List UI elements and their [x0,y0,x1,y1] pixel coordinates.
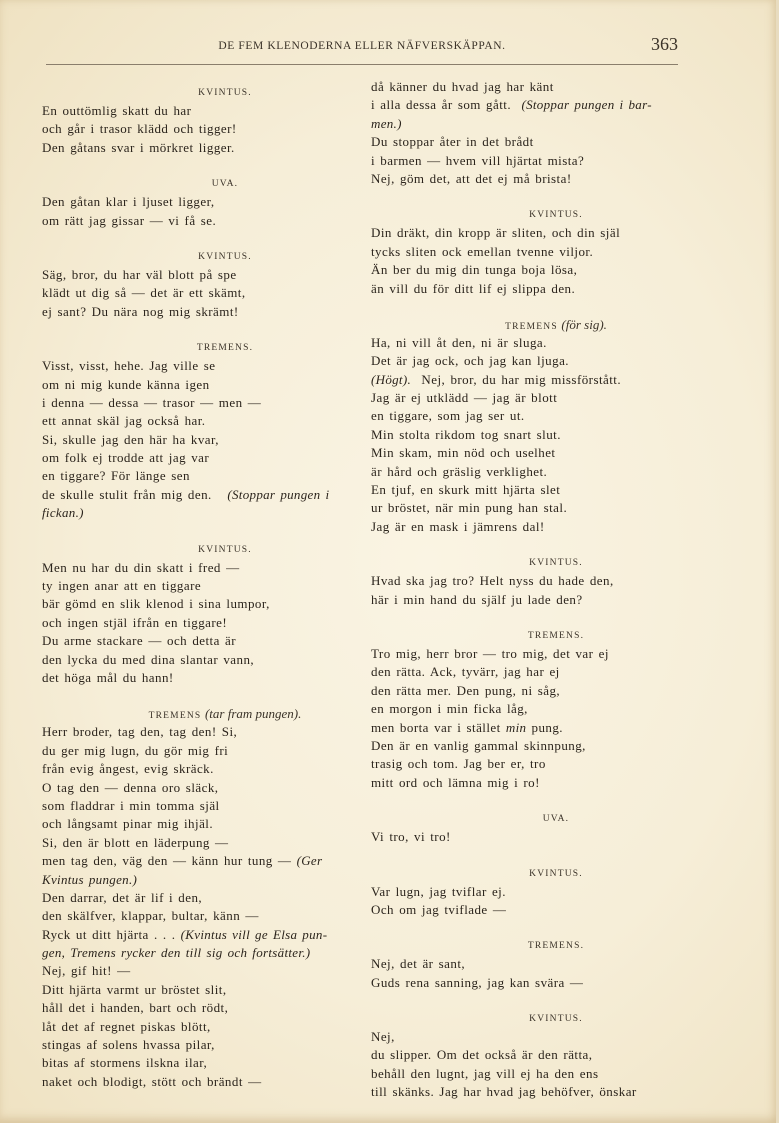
verse-line: som fladdrar i min tomma själ [42,797,220,813]
speaker-heading: KVINTUS. [198,251,252,262]
speaker-heading [42,705,348,723]
verse-line: Jag är en mask i jämrens dal! [371,518,545,534]
verse-line: Si, skulle jag den här ha kvar, [42,431,219,447]
verse-line: Visst, visst, hehe. Jag ville se [42,358,216,374]
stage-direction: (Stoppar pungen i [227,486,330,502]
verse-line: Jag är ej utklädd — jag är blott [371,390,558,406]
verse-line: än vill du för ditt lif ej slippa den. [371,280,576,296]
verse-line: Herr broder, tag den, tag den! Si, [42,724,238,740]
speaker-heading [371,316,681,334]
verse-line: Säg, bror, du har väl blott på spe [42,266,237,282]
verse-text: men tag den, väg den — känn hur tung — [42,853,292,869]
verse-line-with-stage [42,852,348,870]
stage-direction: (Ger [296,853,323,869]
verse-line: Ditt hjärta varmt ur bröstet slit, [42,981,227,997]
verse-line: från evig ångest, evig skräck. [42,761,214,777]
verse-line-emphasis: men borta var i stället min pung. [371,719,564,735]
verse-line: Och om jag tviflade — [371,901,507,917]
verse-line: och går i trasor klädd och tigger! [42,121,237,137]
speaker-name: TREMENS [505,321,558,332]
verse-line: Nej, gif hit! — [42,963,131,979]
verse-line: En outtömlig skatt du har [42,103,192,118]
verse-line: är hård och gräslig verklighet. [371,463,548,479]
verse-line: här i min hand du själf ju lade den? [371,591,583,607]
speaker-heading: TREMENS. [196,343,254,354]
verse-line: Tro mig, herr bror — tro mig, det var ej [371,645,609,661]
speaker-heading: TREMENS. [527,941,585,952]
verse-line: den skälfver, klappar, bultar, känn — [42,908,259,924]
verse-text: Ryck ut ditt hjärta . . . [42,926,176,942]
verse-line: tycks sliten ock emellan tvenne viljor. [371,243,594,259]
verse-line: Det är jag ock, och jag kan ljuga. [371,353,569,369]
verse-line: stingas af solens hvassa pilar, [42,1037,215,1053]
stage-direction: (för sig). [561,316,607,332]
verse-line: Den darrar, det är lif i den, [42,889,203,905]
speaker-heading: KVINTUS. [529,210,583,221]
verse-line: naket och blodigt, stött och brändt — [42,1073,262,1089]
verse-line: då känner du hvad jag har känt [371,79,554,94]
emphasized-word: min [505,719,527,735]
stage-direction: (Högt). [371,371,412,387]
stage-direction: gen, Tremens rycker den till sig och fortsätter.) [42,945,311,961]
verse-line: i denna — dessa — trasor — men — [42,394,262,410]
verse-line: till skänks. Jag har hvad jag behöfver, önskar [371,1084,637,1100]
verse-line: och långsamt pinar mig ihjäl. [42,816,214,832]
verse-line: ett annat skäl jag också har. [42,413,206,429]
verse-line: Du stoppar åter in det brådt [371,134,534,150]
verse-line: behåll den lugnt, jag vill ej ha den ens [371,1065,599,1081]
verse-line: Du arme stackare — och detta är [42,633,237,649]
verse-line: låt det af regnet piskas blött, [42,1018,211,1034]
speaker-name: TREMENS [148,711,202,722]
verse-line: om folk ej trodde att jag var [42,450,210,466]
verse-line: bitas af stormens ilskna ilar, [42,1055,208,1071]
stage-direction: men.) [371,115,402,131]
stage-direction: Kvintus pungen.) [42,871,138,887]
verse-line: håll det i handen, bart och rödt, [42,1000,229,1016]
speaker-heading: UVA. [211,179,239,190]
verse-line: Ha, ni vill åt den, ni är sluga. [371,334,547,350]
left-column [42,78,348,1091]
verse-line: trasig och tom. Jag ber er, tro [371,756,546,772]
verse-line: ej sant? Du nära nog mig skrämt! [42,303,239,319]
verse-line: du slipper. Om det också är den rätta, [371,1047,593,1063]
right-column [371,78,681,1102]
page-number: 363 [651,34,678,54]
running-head [46,34,678,65]
verse-line: bär gömd en slik klenod i sina lumpor, [42,596,270,612]
verse-line: Nej, göm det, att det ej må brista! [371,170,572,186]
verse-line: en morgon i min ficka låg, [371,701,528,717]
verse-line-with-stage [42,486,348,504]
speaker-heading: KVINTUS. [529,868,583,879]
speaker-heading: KVINTUS. [198,544,252,555]
speaker-heading: UVA. [542,814,570,825]
verse-line: klädt ut dig så — det är ett skämt, [42,285,246,301]
verse-line: den lycka du med dina slantar vann, [42,651,255,667]
verse-line: du ger mig lugn, du gör mig fri [42,742,229,758]
verse-line-with-stage [42,926,348,944]
verse-line: det höga mål du hann! [42,669,174,685]
verse-line: Än ber du mig din tunga boja lösa, [371,262,578,278]
speaker-heading: KVINTUS. [198,88,252,98]
verse-line: Men nu har du din skatt i fred — [42,559,240,575]
verse-line: Min stolta rikdom tog snart slut. [371,426,561,442]
verse-text: i alla dessa år som gått. [371,97,512,113]
speaker-heading: TREMENS. [527,630,585,641]
verse-line: Vi tro, vi tro! [371,829,451,845]
verse-line: Den gåtan klar i ljuset ligger, [42,194,215,210]
verse-line: Nej, det är sant, [371,956,466,972]
verse-line: Si, den är blott en läderpung — [42,834,229,850]
verse-line-with-stage [371,96,681,114]
stage-direction: (tar fram pungen). [204,706,302,722]
verse-line: och ingen stjäl ifrån en tiggare! [42,614,228,630]
verse-line: om rätt jag gissar — vi få se. [42,212,217,228]
verse-line: Nej, [371,1029,395,1045]
verse-line: En tjuf, en skurk mitt hjärta slet [371,482,561,498]
verse-line: Den är en vanlig gammal skinnpung, [371,737,586,753]
verse-line: Hvad ska jag tro? Helt nyss du hade den, [371,573,614,589]
verse-line: Din dräkt, din kropp är sliten, och din själ [371,225,621,241]
verse-line: Min skam, min nöd och uselhet [371,445,556,461]
verse-line: mitt ord och lämna mig i ro! [371,774,540,790]
verse-line: en tiggare? För länge sen [42,468,190,484]
verse-line: Guds rena sanning, jag kan svära — [371,974,584,990]
verse-line: Var lugn, jag tviflar ej. [371,883,506,899]
verse-line: ty ingen anar att en tiggare [42,578,202,594]
speaker-heading: KVINTUS. [529,558,583,569]
stage-direction: (Kvintus vill ge Elsa pun- [180,926,328,942]
verse-line: den rätta mer. Den pung, ni såg, [371,682,561,698]
verse-line: om ni mig kunde känna igen [42,376,210,392]
verse-text: Nej, bror, du har mig missförstått. [421,371,622,387]
stage-direction: fickan.) [42,505,84,521]
verse-line-with-stage [371,371,681,389]
stage-direction: (Stoppar pungen i bar- [521,97,652,113]
verse-line: O tag den — denna oro släck, [42,779,219,795]
verse-text: de skulle stulit från mig den. [42,486,212,502]
verse-line: en tiggare, som jag ser ut. [371,408,525,424]
verse-line: den rätta. Ack, tyvärr, jag har ej [371,664,560,680]
verse-line: i barmen — hvem vill hjärtat mista? [371,152,585,168]
speaker-heading: KVINTUS. [529,1014,583,1025]
running-title: DE FEM KLENODERNA ELLER NÄFVERSKÄPPAN. [218,40,506,52]
verse-line: Den gåtans svar i mörkret ligger. [42,139,235,155]
verse-line: ur bröstet, när min pung han stal. [371,500,568,516]
